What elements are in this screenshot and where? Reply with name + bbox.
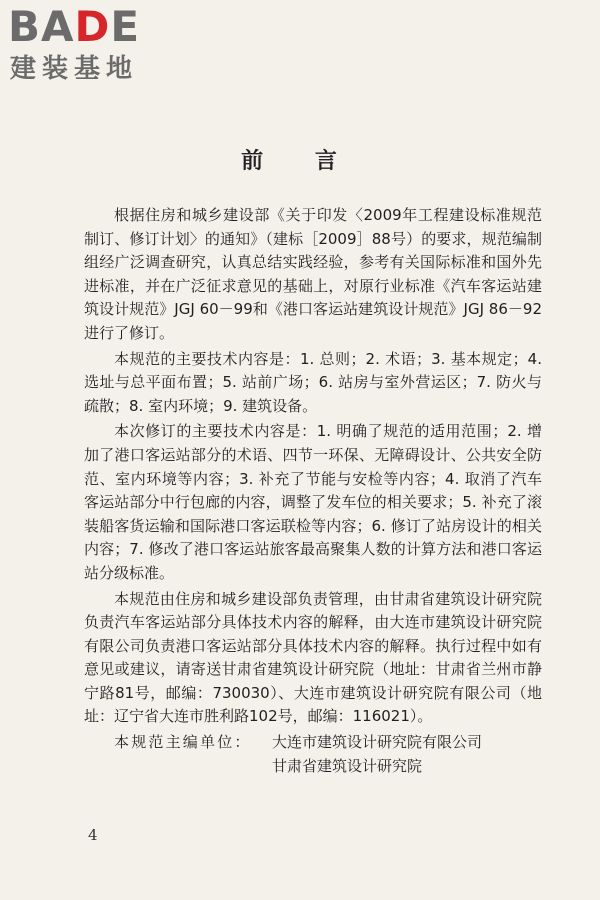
paragraph-2: 本规范的主要技术内容是：1. 总则；2. 术语；3. 基本规定；4. 选址与总平面布置；5. 站前广场；6. 站房与室外营运区；7. 防火与疏散；8. 室内环境；9. 建筑设备。 [84, 349, 542, 415]
paragraph-1: 根据住房和城乡建设部《关于印发〈2009年工程建设标准规范制订、修订计划〉的通知》（建标［2009］88号）的要求，规范编制组经广泛调查研究，认真总结实践经验，参考有关国际标准和国外先进标准，并在广泛征求意见的基础上，对原行业标准《汽车客运站建筑设计规范》JGJ 60－99和《港口客运站建筑设计规范》JGJ 86－92进行了修订。 [84, 206, 542, 342]
document-body [84, 204, 542, 778]
editor-unit-2: 甘肃省建筑设计研究院 [272, 756, 423, 775]
editors-row-2 [84, 755, 542, 779]
editors-row-1 [84, 731, 542, 755]
logo-mark-right: E [110, 2, 141, 51]
logo-subtitle: 建装基地 [10, 54, 139, 84]
logo-mark-accent: D [74, 2, 111, 51]
chief-editors-block [84, 731, 542, 778]
logo-wordmark [8, 2, 141, 51]
bade-logo [8, 2, 178, 92]
editor-unit-1: 大连市建筑设计研究院有限公司 [272, 733, 483, 752]
page-title: 前 言 [241, 149, 359, 174]
paragraph-3: 本次修订的主要技术内容是：1. 明确了规范的适用范围；2. 增加了港口客运站部分的术语、四节一环保、无障碍设计、公共安全防范、室内环境等内容；3. 补充了节能与安检等内容；4. 取消了汽车客运站部分中行包廊的内容，调整了发车位的相关要求；5. 补充了滚装船客货运输和国际港口客运联检等内容；6. 修订了站房设计的相关内容；7. 修改了港口客运站旅客最高聚集人数的计算方法和港口客运站分级标准。 [84, 422, 542, 582]
editors-label: 本规范主编单位： [114, 733, 252, 752]
paragraph-4: 本规范由住房和城乡建设部负责管理，由甘肃省建筑设计研究院负责汽车客运站部分具体技术内容的解释，由大连市建筑设计研究院有限公司负责港口客运站部分具体技术内容的解释。执行过程中如有意见或建议，请寄送甘肃省建筑设计研究院（地址：甘肃省兰州市静宁路81号，邮编：730030）、大连市建筑设计研究院有限公司（地址：辽宁省大连市胜利路102号，邮编：116021）。 [84, 589, 542, 726]
page-number: 4 [88, 826, 98, 844]
logo-mark-left: BA [8, 2, 75, 51]
